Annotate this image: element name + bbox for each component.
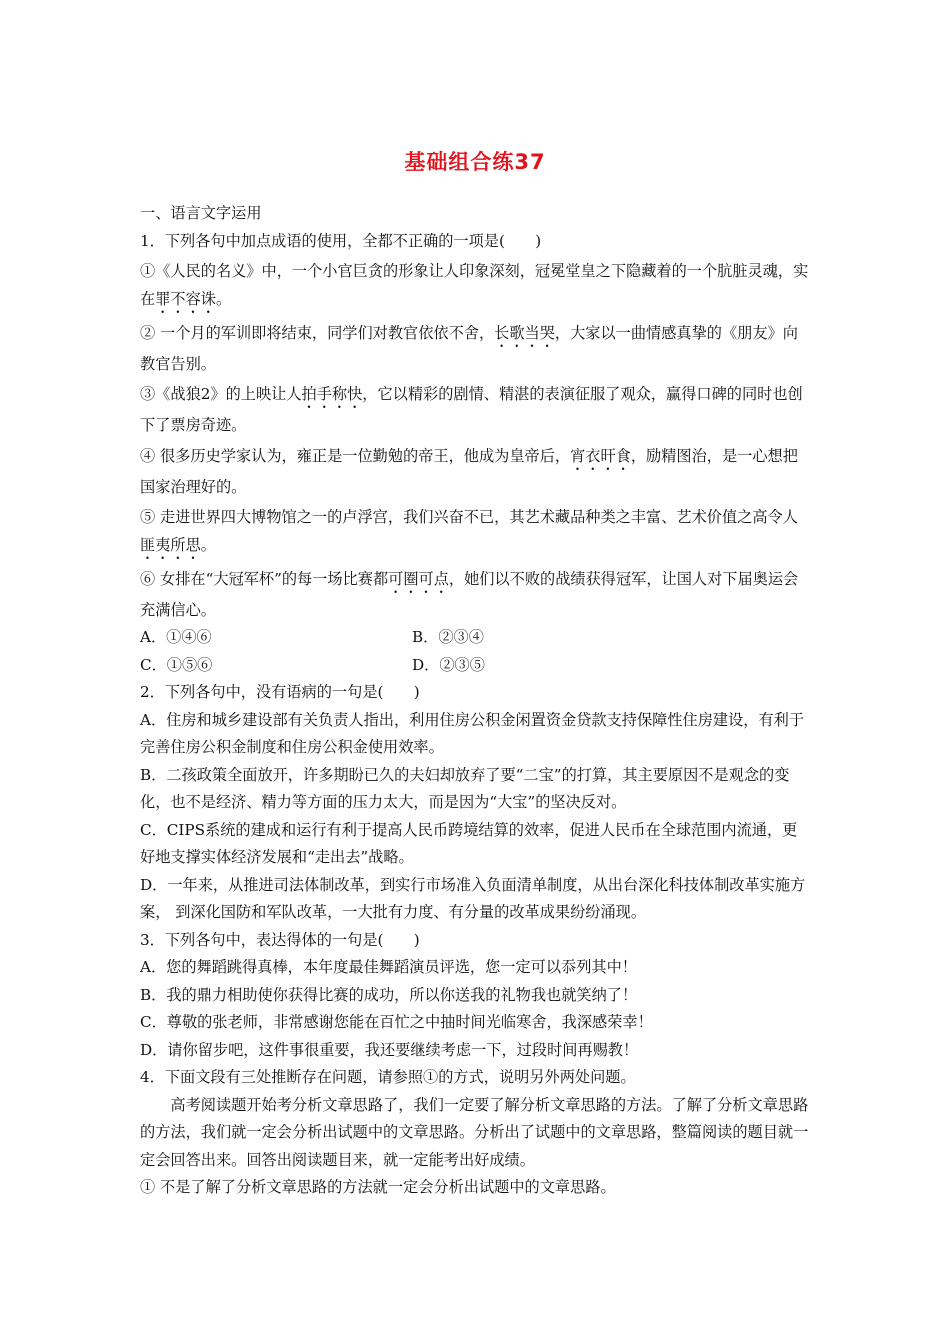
q1-sentence-5: ⑤ 走进世界四大博物馆之一的卢浮宫，我们兴奋不已，其艺术藏品种类之丰富、艺术价值之高令人匪夷所思。: [140, 508, 798, 554]
q1-sentence-1: ①《人民的名义》中，一个小官巨贪的形象让人印象深刻，冠冕堂皇之下隐藏着的一个肮脏灵魂，实在罪不容诛。: [140, 262, 809, 308]
q1-options-row-2: [140, 652, 812, 680]
q1-sentence-4: ④ 很多历史学家认为，雍正是一位勤勉的帝王，他成为皇帝后，宵衣旰食，励精图治，是一心想把国家治理好的。: [140, 446, 798, 496]
dotted-idiom: 罪不容诛: [155, 289, 216, 308]
q3-option-d: D．请你留步吧，这件事很重要，我还要继续考虑一下，过段时间再赐教！: [140, 1040, 639, 1059]
q2-option-a: A．住房和城乡建设部有关负责人指出，利用住房公积金闲置资金贷款支持保障性住房建设，有利于完善住房公积金制度和住房公积金使用效率。: [140, 710, 805, 756]
q1-sentence-3: ③《战狼2》的上映让人拍手称快，它以精彩的剧情、精湛的表演征服了观众，赢得口碑的同时也创下了票房奇迹。: [140, 385, 803, 434]
q1-option-a: A．①④⑥: [140, 628, 212, 646]
document-body: [140, 200, 812, 1202]
q4-passage: 高考阅读题开始考分析文章思路了，我们一定要了解分析文章思路的方法。了解了分析文章思路的方法，我们就一定会分析出试题中的文章思路。分析出了试题中的文章思路，整篇阅读的题目就一定会回答出来。回答出阅读题目来，就一定能考出好成绩。: [140, 1095, 809, 1169]
q2-option-b: B．二孩政策全面放开，许多期盼已久的夫妇却放弃了要“二宝”的打算，其主要原因不是观念的变化，也不是经济、精力等方面的压力太大，而是因为“大宝”的坚决反对。: [140, 765, 790, 811]
document-title: 基础组合练37: [404, 150, 546, 174]
question-1-stem: 1．下列各句中加点成语的使用，全都不正确的一项是( ): [140, 231, 542, 250]
dotted-idiom: 匪夷所思: [140, 535, 201, 554]
dotted-idiom: 拍手称快: [301, 385, 363, 403]
q2-option-c: C．CIPS系统的建成和运行有利于提高人民币跨境结算的效率，促进人民币在全球范围内流通，更好地支撑实体经济发展和“走出去”战略。: [140, 820, 798, 866]
q1-option-d: D．②③⑤: [412, 655, 485, 674]
q1-sentence-2: ② 一个月的军训即将结束，同学们对教官依依不舍，长歌当哭，大家以一曲情感真挚的《朋友》向教官告别。: [140, 323, 798, 373]
question-2-stem: 2．下列各句中，没有语病的一句是( ): [140, 683, 420, 701]
q1-sentence-6: ⑥ 女排在“大冠军杯”的每一场比赛都可圈可点，她们以不败的战绩获得冠军，让国人对下届奥运会充满信心。: [140, 569, 799, 619]
q3-option-b: B．我的鼎力相助使你获得比赛的成功，所以你送我的礼物我也就笑纳了！: [140, 985, 638, 1004]
dotted-idiom: 长歌当哭: [494, 323, 555, 342]
question-3-stem: 3．下列各句中，表达得体的一句是( ): [140, 930, 420, 949]
q1-options-row-1: [140, 624, 812, 652]
question-4-stem: 4．下面文段有三处推断存在问题，请参照①的方式，说明另外两处问题。: [140, 1068, 636, 1086]
dotted-idiom: 宵衣旰食: [570, 446, 631, 465]
section-heading: 一、语言文字运用: [140, 204, 262, 222]
q1-option-c: C．①⑤⑥: [140, 655, 213, 674]
q3-option-a: A．您的舞蹈跳得真棒，本年度最佳舞蹈演员评选，您一定可以忝列其中！: [140, 958, 637, 976]
q1-option-b: B．②③④: [412, 628, 484, 646]
dotted-idiom: 可圈可点: [388, 569, 449, 588]
q4-example-answer: ① 不是了解了分析文章思路的方法就一定会分析出试题中的文章思路。: [140, 1178, 616, 1196]
q2-option-d: D．一年来，从推进司法体制改革，到实行市场准入负面清单制度，从出台深化科技体制改革实施方案， 到深化国防和军队改革，一大批有力度、有分量的改革成果纷纷涌现。: [140, 875, 806, 921]
q3-option-c: C．尊敬的张老师，非常感谢您能在百忙之中抽时间光临寒舍，我深感荣幸！: [140, 1013, 653, 1031]
